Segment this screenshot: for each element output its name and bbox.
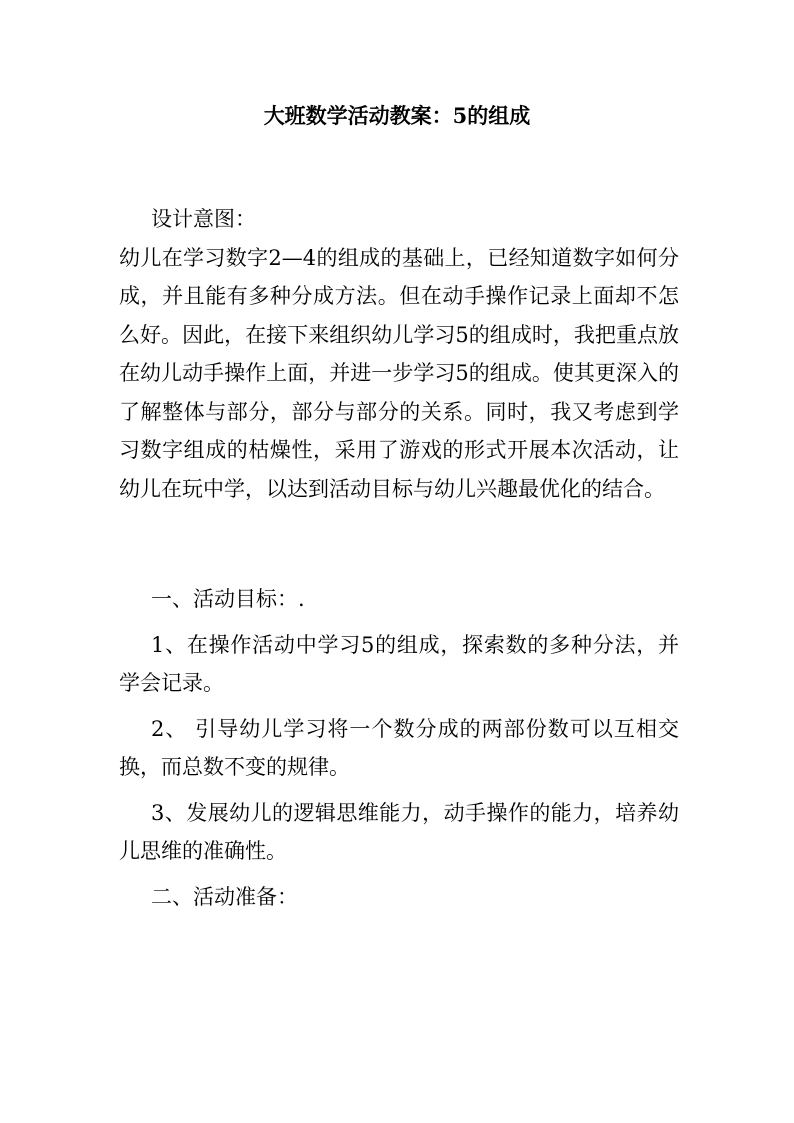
objective-item-3: 3、发展幼儿的逻辑思维能力，动手操作的能力，培养幼儿思维的准确性。	[119, 800, 679, 863]
section-heading-preparation: 二、活动准备：	[151, 884, 298, 909]
section-spacer	[119, 508, 679, 580]
document-title: 大班数学活动教案：5的组成	[263, 103, 531, 128]
design-intent-heading: 设计意图：	[151, 207, 256, 231]
objective-item-1: 1、在操作活动中学习5的组成，探索数的多种分法，并学会记录。	[119, 632, 679, 695]
section-heading-objectives: 一、活动目标：.	[151, 587, 305, 611]
document-body	[119, 200, 679, 923]
objective-item-2: 2、 引导幼儿学习将一个数分成的两部份数可以互相交换，而总数不变的规律。	[119, 716, 679, 779]
design-intent-paragraph: 幼儿在学习数字2—4的组成的基础上，已经知道数字如何分成，并且能有多种分成方法。但在动手操作记录上面却不怎么好。因此，在接下来组织幼儿学习5的组成时，我把重点放在幼儿动手操作上面，并进一步学习5的组成。使其更深入的了解整体与部分，部分与部分的关系。同时，我又考虑到学习数字组成的枯燥性，采用了游戏的形式开展本次活动，让幼儿在玩中学，以达到活动目标与幼儿兴趣最优化的结合。	[119, 245, 679, 501]
